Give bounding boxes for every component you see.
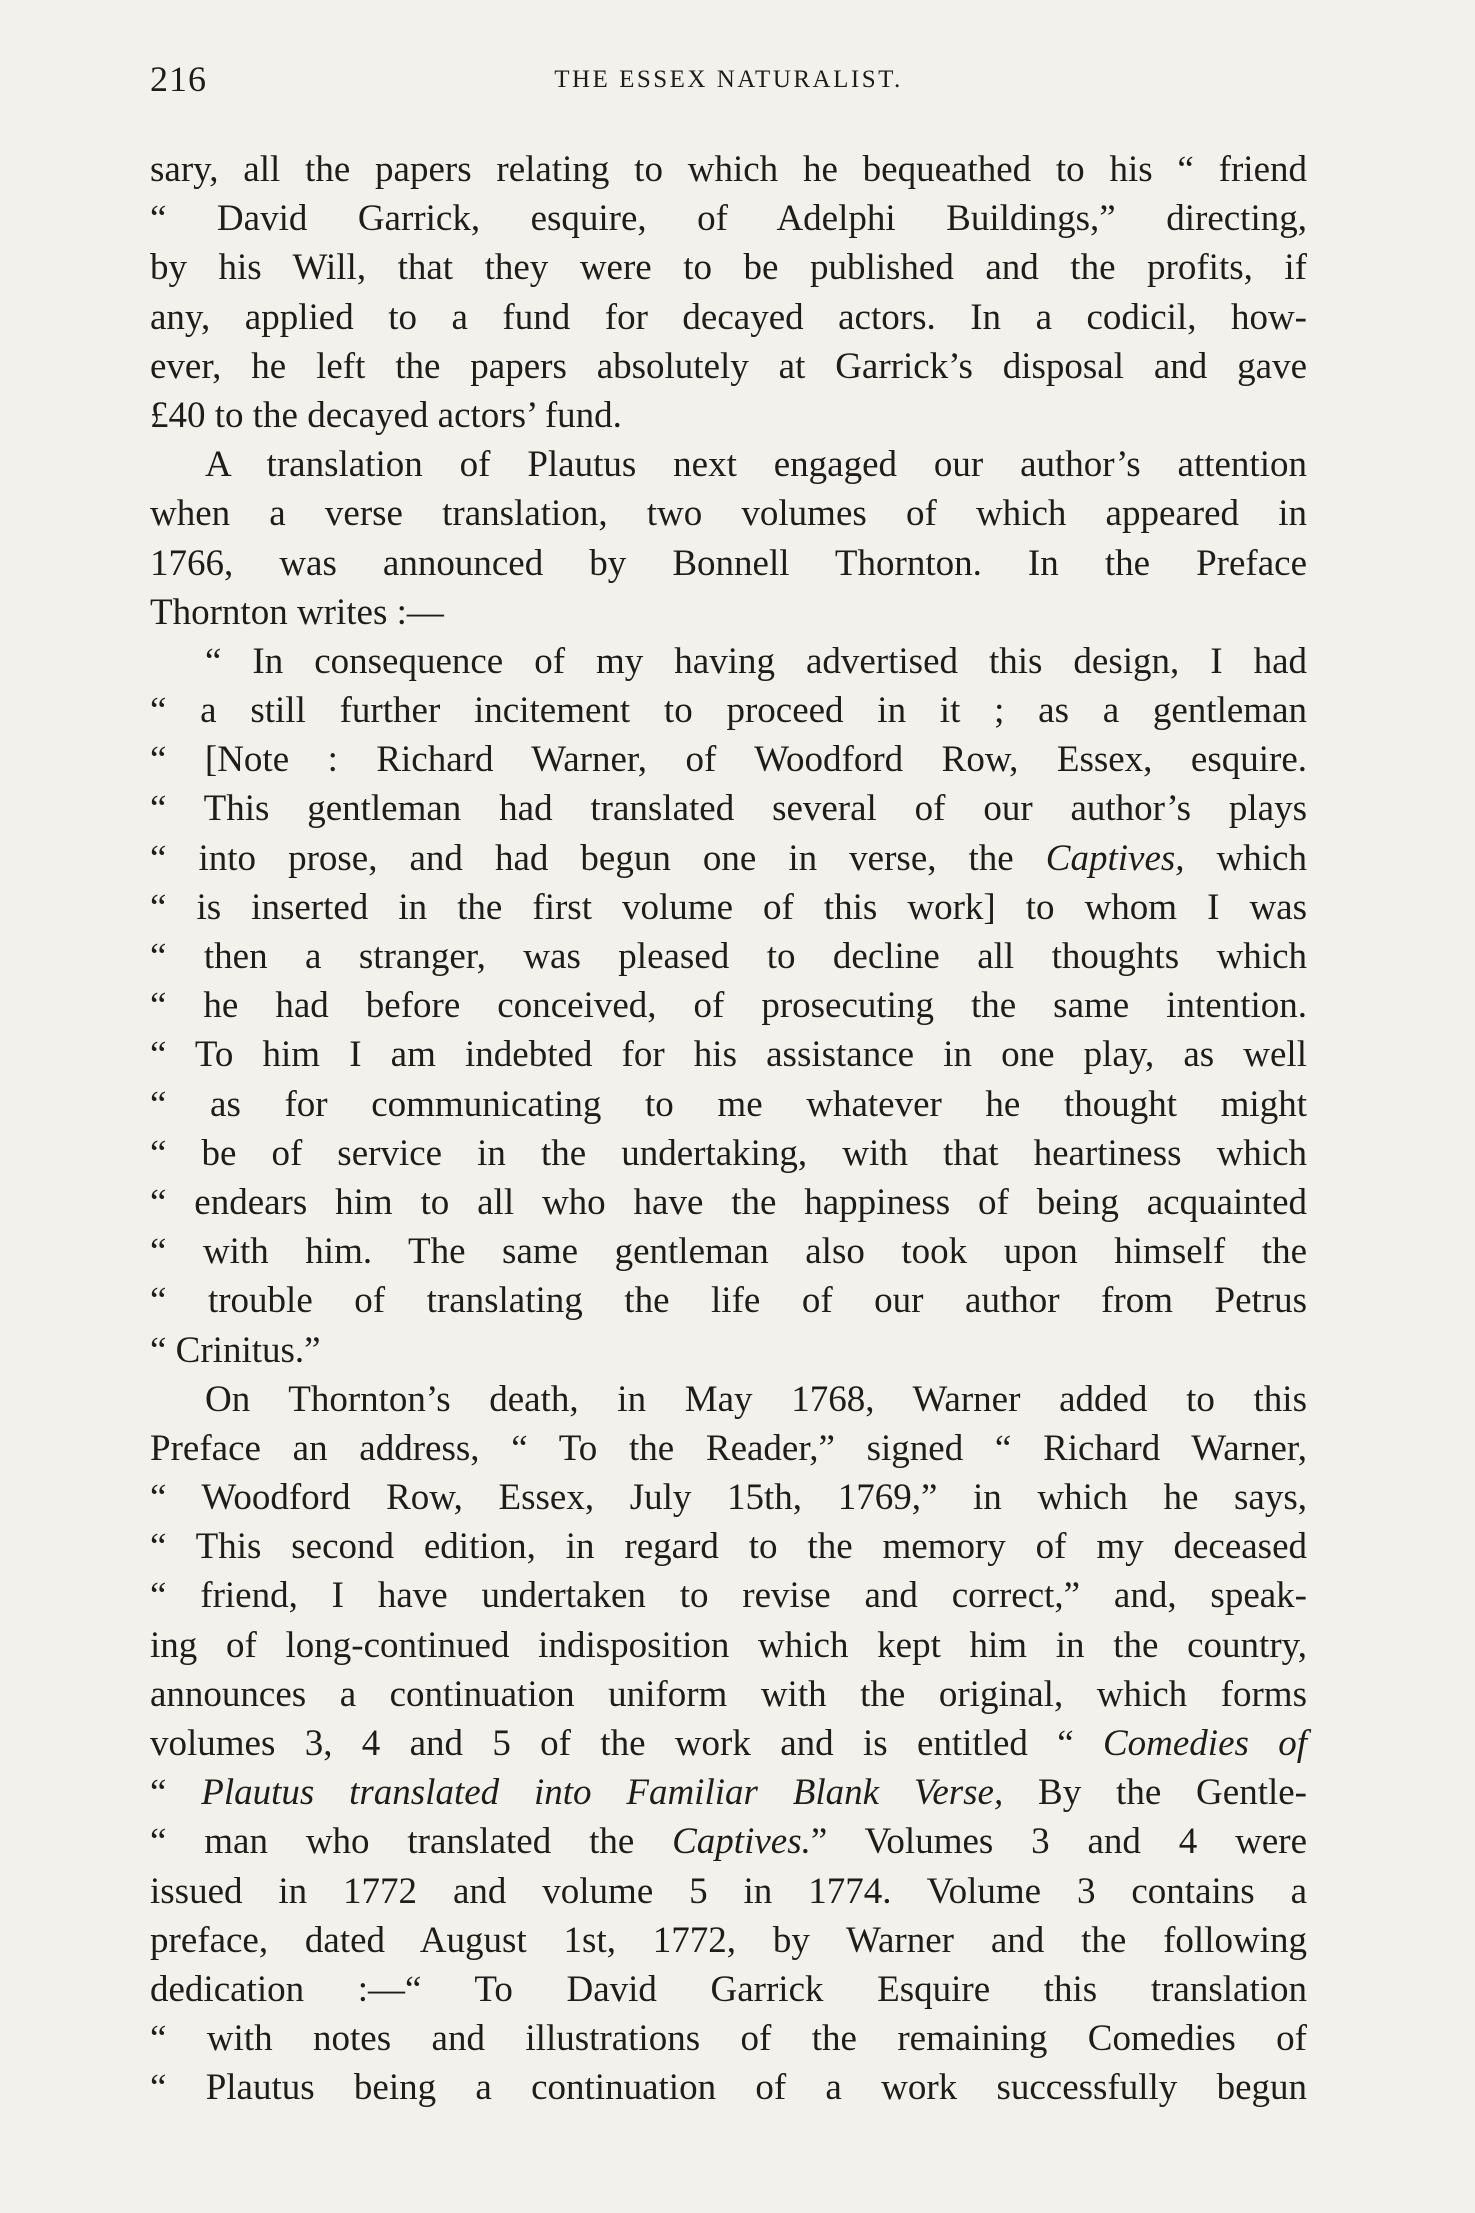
quotation-line: “ with him. The same gentleman also took upon himself the	[150, 1231, 1307, 1273]
quotation-line: “ he had before conceived, of prosecuting the same intention.	[150, 985, 1307, 1027]
italic-title: Captives.	[672, 1821, 811, 1863]
italic-title: Captives,	[1045, 837, 1185, 879]
paragraph-start-line: On Thornton’s death, in May 1768, Warner added to this	[205, 1378, 1307, 1420]
page-number: 216	[150, 59, 207, 99]
quotation-line: “ be of service in the undertaking, with that heartiness which	[150, 1132, 1307, 1174]
text-segment: “ man who translated the	[150, 1821, 673, 1863]
text-line: “ David Garrick, esquire, of Adelphi Buildings,” directing,	[150, 198, 1307, 240]
italic-title: Plautus translated into Familiar Blank Verse,	[201, 1772, 1004, 1814]
quotation-line: “ is inserted in the first volume of this work] to whom I was	[150, 886, 1307, 928]
text-line: “ friend, I have undertaken to revise and correct,” and, speak-	[150, 1575, 1307, 1617]
text-segment: “ into prose, and had begun one in verse, the	[150, 837, 1046, 879]
quotation-line: “ To him I am indebted for his assistance in one play, as well	[150, 1034, 1307, 1076]
text-segment: volumes 3, 4 and 5 of the work and is entitled “	[150, 1723, 1103, 1764]
quotation-line: “ This gentleman had translated several of our author’s plays	[150, 788, 1307, 830]
text-line: £40 to the decayed actors’ fund.	[150, 394, 622, 436]
text-line	[150, 1768, 1307, 1817]
italic-title: Comedies of	[1102, 1723, 1308, 1764]
quotation-line: “ Crinitus.”	[150, 1329, 321, 1371]
text-line: “ Woodford Row, Essex, July 15th, 1769,” in which he says,	[150, 1477, 1307, 1519]
quotation-line: “ a still further incitement to proceed in it ; as a gentleman	[150, 690, 1307, 732]
text-line: announces a continuation uniform with the original, which forms	[150, 1673, 1307, 1715]
text-line: “ Plautus being a continuation of a work successfully begun	[150, 2067, 1307, 2109]
text-segment: ” Volumes 3 and 4 were	[810, 1821, 1307, 1863]
text-line: preface, dated August 1st, 1772, by Warner and the following	[150, 1919, 1307, 1961]
text-line: “ with notes and illustrations of the remaining Comedies of	[150, 2018, 1307, 2060]
quotation-line: “ endears him to all who have the happiness of being acquainted	[150, 1181, 1307, 1223]
text-line: when a verse translation, two volumes of which appeared in	[150, 493, 1307, 535]
running-head	[150, 58, 1307, 108]
text-line: ever, he left the papers absolutely at Garrick’s disposal and gave	[150, 345, 1307, 387]
quotation-line: “ trouble of translating the life of our author from Petrus	[150, 1280, 1307, 1322]
body-text	[150, 145, 1307, 2113]
text-line: Preface an address, “ To the Reader,” signed “ Richard Warner,	[150, 1427, 1307, 1469]
text-segment: “	[150, 1772, 202, 1814]
quotation-start-line: “ In consequence of my having advertised this design, I had	[205, 640, 1307, 682]
text-segment: By the Gentle-	[1003, 1772, 1307, 1814]
quotation-line: “ then a stranger, was pleased to decline all thoughts which	[150, 936, 1307, 977]
quotation-line	[150, 834, 1307, 883]
text-line	[150, 1719, 1307, 1768]
text-line: Thornton writes :—	[150, 591, 444, 633]
running-title: THE ESSEX NATURALIST.	[554, 66, 903, 93]
paragraph-start-line: A translation of Plautus next engaged our author’s attention	[205, 444, 1307, 486]
text-segment: which	[1184, 837, 1307, 879]
text-line	[150, 1817, 1307, 1866]
text-line: issued in 1772 and volume 5 in 1774. Volume 3 contains a	[150, 1870, 1307, 1912]
quotation-line: “ [Note : Richard Warner, of Woodford Row, Essex, esquire.	[150, 739, 1307, 781]
text-line: any, applied to a fund for decayed actors. In a codicil, how-	[150, 296, 1307, 338]
quotation-line: “ as for communicating to me whatever he thought might	[150, 1083, 1307, 1125]
text-line: 1766, was announced by Bonnell Thornton. In the Preface	[150, 542, 1307, 584]
text-line: ing of long-continued indisposition which kept him in the country,	[150, 1624, 1307, 1666]
text-line: “ This second edition, in regard to the memory of my deceased	[150, 1526, 1307, 1568]
text-line: dedication :—“ To David Garrick Esquire this translation	[150, 1968, 1307, 2010]
text-line: sary, all the papers relating to which he bequeathed to his “ friend	[150, 149, 1307, 190]
text-line: by his Will, that they were to be published and the profits, if	[150, 247, 1307, 289]
